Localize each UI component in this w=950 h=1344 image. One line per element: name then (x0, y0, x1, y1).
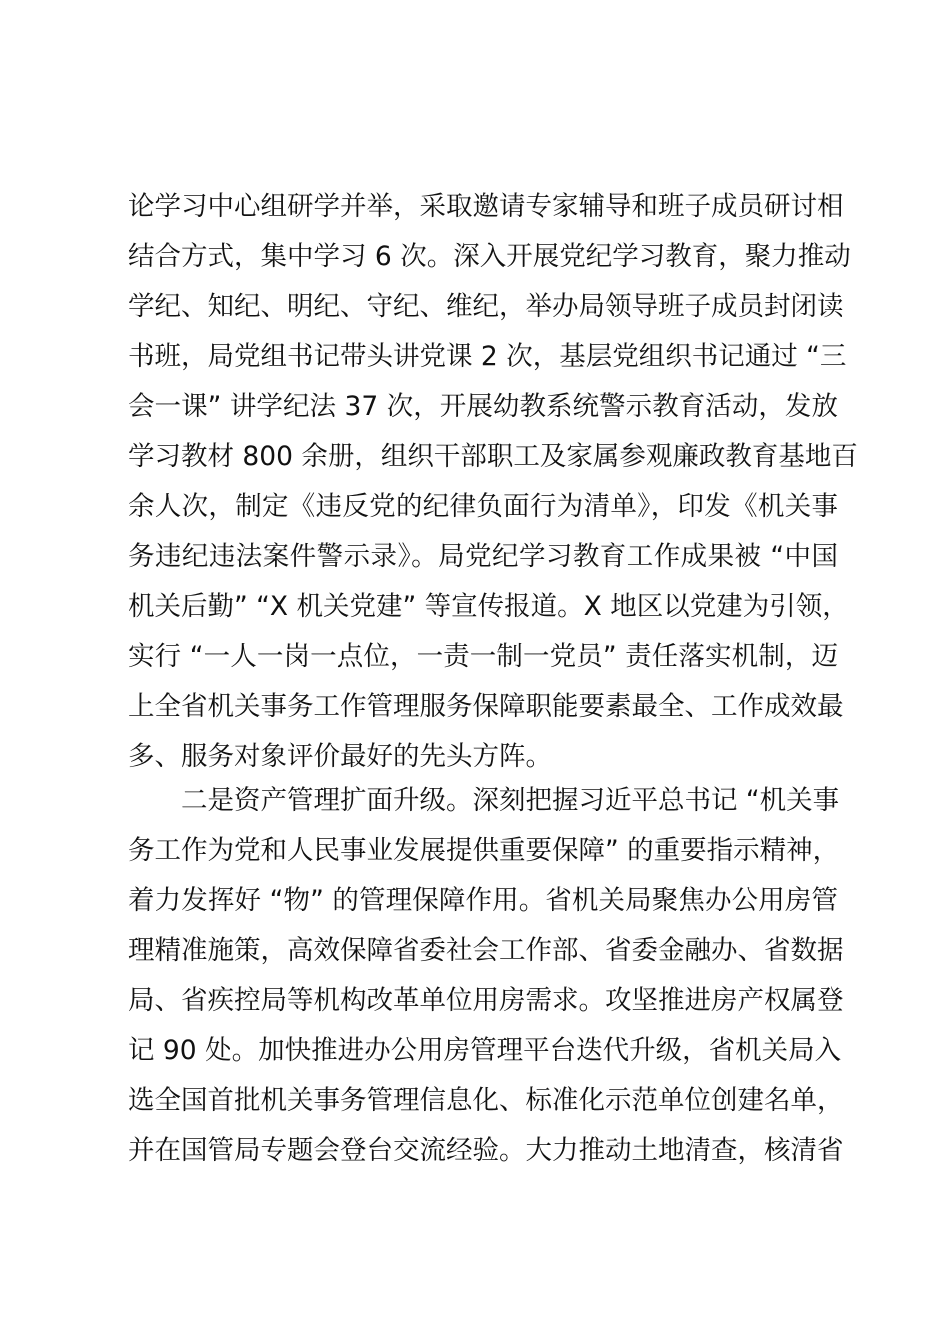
text-line: 学习教材 800 余册，组织干部职工及家属参观廉政教育基地百 (128, 441, 858, 472)
text-line: 余人次，制定《违反党的纪律负面行为清单》，印发《机关事 (128, 491, 838, 522)
text-line: 论学习中心组研学并举，采取邀请专家辅导和班子成员研讨相 (128, 191, 844, 222)
text-line: 学纪、知纪、明纪、守纪、维纪，举办局领导班子成员封闭读 (128, 291, 844, 322)
text-line: 会一课” 讲学纪法 37 次，开展幼教系统警示教育活动，发放 (128, 391, 838, 422)
text-line: 二是资产管理扩面升级。深刻把握习近平总书记 “机关事 (128, 785, 840, 816)
paragraph-1 (128, 182, 858, 782)
text-line: 上全省机关事务工作管理服务保障职能要素最全、工作成效最 (128, 691, 844, 722)
text-line: 选全国首批机关事务管理信息化、标准化示范单位创建名单， (128, 1085, 844, 1116)
text-line: 务违纪违法案件警示录》。局党纪学习教育工作成果被 “中国 (128, 541, 838, 572)
text-line: 结合方式，集中学习 6 次。深入开展党纪学习教育，聚力推动 (128, 241, 851, 272)
text-line: 书班，局党组书记带头讲党课 2 次，基层党组织书记通过 “三 (128, 341, 847, 372)
text-line: 务工作为党和人民事业发展提供重要保障” 的重要指示精神， (128, 835, 840, 866)
text-line: 机关后勤” “X 机关党建” 等宣传报道。X 地区以党建为引领， (128, 591, 849, 622)
text-line: 实行 “一人一岗一点位，一责一制一党员” 责任落实机制，迈 (128, 641, 838, 672)
text-line: 局、省疾控局等机构改革单位用房需求。攻坚推进房产权属登 (128, 985, 844, 1016)
text-line: 并在国管局专题会登台交流经验。大力推动土地清查，核清省 (128, 1135, 844, 1166)
text-line: 着力发挥好 “物” 的管理保障作用。省机关局聚焦办公用房管 (128, 885, 838, 916)
text-line: 记 90 处。加快推进办公用房管理平台迭代升级，省机关局入 (128, 1035, 842, 1066)
paragraph-2 (128, 776, 844, 1176)
text-line: 多、服务对象评价最好的先头方阵。 (128, 741, 552, 772)
text-line: 理精准施策，高效保障省委社会工作部、省委金融办、省数据 (128, 935, 844, 966)
